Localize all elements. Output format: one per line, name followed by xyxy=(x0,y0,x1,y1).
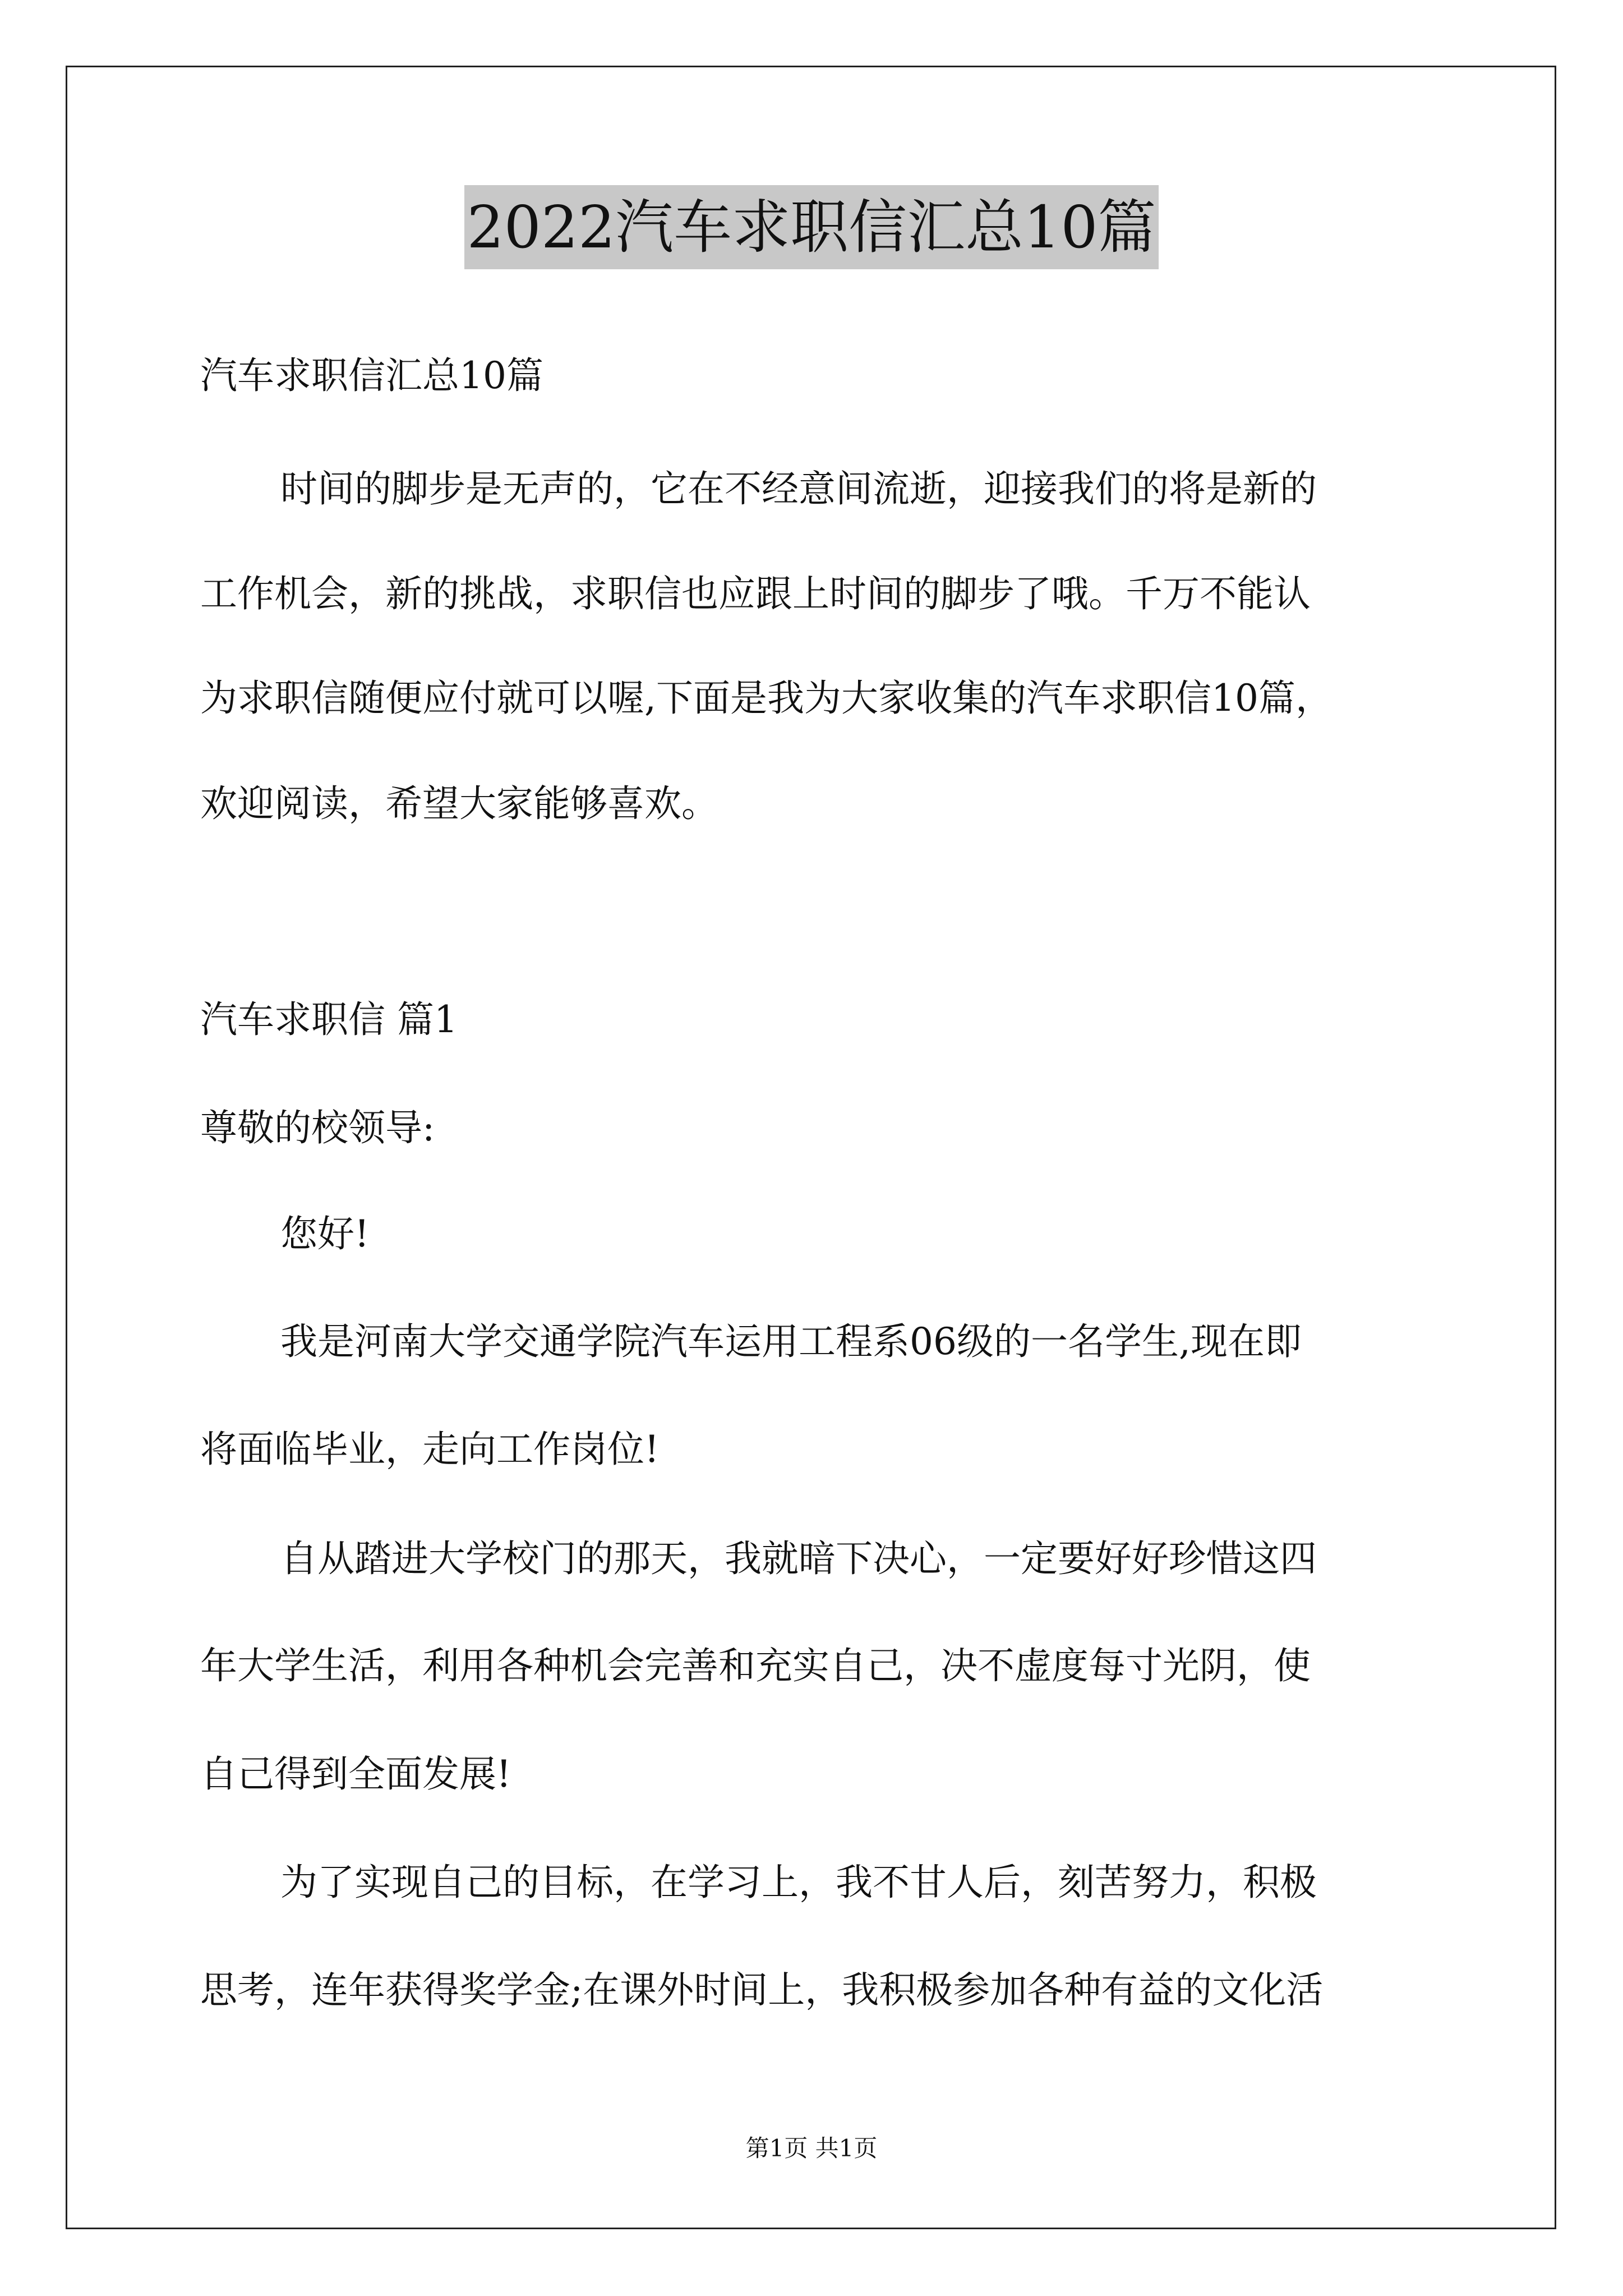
greeting: 您好! xyxy=(280,1212,370,1255)
document-title: 2022汽车求职信汇总10篇 xyxy=(464,185,1158,269)
document-subtitle: 汽车求职信汇总10篇 xyxy=(200,354,543,397)
paragraph-line: 工作机会，新的挑战，求职信也应跟上时间的脚步了哦。千万不能认 xyxy=(200,572,1311,615)
salutation: 尊敬的校领导: xyxy=(200,1106,435,1149)
paragraph-line: 将面临毕业，走向工作岗位! xyxy=(200,1428,660,1471)
page-footer: 第1页 共1页 xyxy=(745,2134,878,2162)
paragraph-line: 自己得到全面发展! xyxy=(200,1752,511,1796)
paragraph-line: 欢迎阅读，希望大家能够喜欢。 xyxy=(200,782,718,825)
paragraph-line: 年大学生活，利用各种机会完善和充实自己，决不虚度每寸光阴，使 xyxy=(200,1644,1311,1687)
title-container xyxy=(0,185,1623,269)
paragraph-line: 时间的脚步是无声的，它在不经意间流逝，迎接我们的将是新的 xyxy=(280,467,1317,510)
paragraph-line: 自从踏进大学校门的那天，我就暗下决心，一定要好好珍惜这四 xyxy=(280,1537,1317,1580)
paragraph-line: 思考，连年获得奖学金;在课外时间上，我积极参加各种有益的文化活 xyxy=(200,1968,1324,2012)
section-heading: 汽车求职信 篇1 xyxy=(200,998,458,1041)
paragraph-line: 为了实现自己的目标，在学习上，我不甘人后，刻苦努力，积极 xyxy=(280,1861,1317,1904)
paragraph-line: 为求职信随便应付就可以喔,下面是我为大家收集的汽车求职信10篇， xyxy=(200,677,1332,720)
paragraph-line: 我是河南大学交通学院汽车运用工程系06级的一名学生,现在即 xyxy=(280,1320,1302,1363)
